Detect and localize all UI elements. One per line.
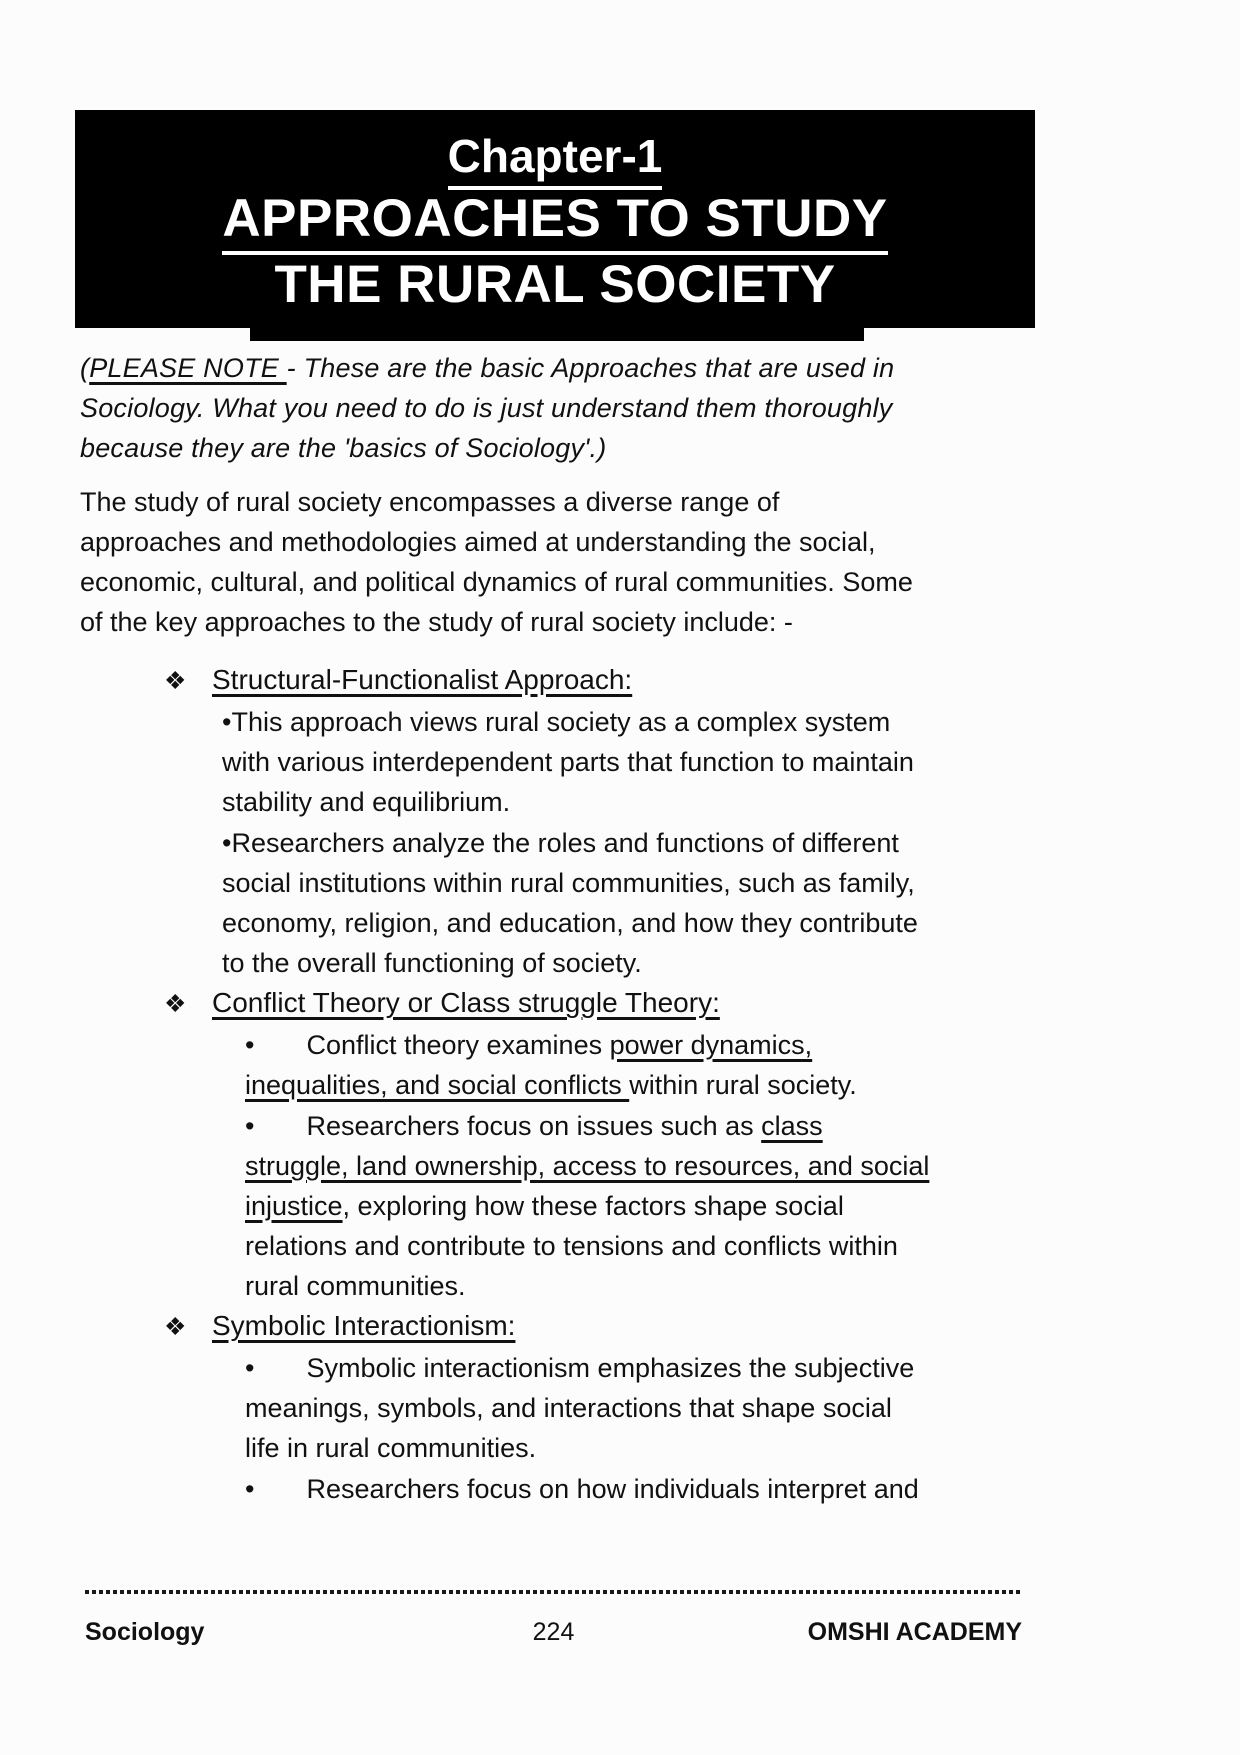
text-segment: because they are the 'basics of Sociology'.): [80, 433, 607, 463]
section-heading: [164, 660, 1035, 701]
footer-subject: Sociology: [85, 1618, 205, 1646]
bullet-item: [245, 1348, 1035, 1468]
chapter-title-line-2: [85, 252, 1025, 318]
text-segment: class: [761, 1111, 823, 1141]
section-title: Symbolic Interactionism:: [212, 1310, 516, 1341]
text-segment: Symbolic interactionism emphasizes the subjective: [306, 1353, 915, 1383]
text-segment: meanings, symbols, and interactions that shape social: [245, 1393, 892, 1423]
text-segment: Researchers focus on issues such as: [306, 1111, 762, 1141]
bullet-icon: •: [245, 1111, 255, 1141]
text-segment: This approach views rural society as a complex system: [231, 707, 891, 737]
text-segment: The study of rural society encompasses a diverse range of: [80, 487, 780, 517]
bullet-item: [245, 1106, 1035, 1306]
footer-divider: [85, 1590, 1022, 1594]
text-segment: Conflict theory examines: [306, 1030, 610, 1060]
text-segment: Researchers focus on how individuals interpret and: [306, 1474, 919, 1504]
section-title: Structural-Functionalist Approach:: [212, 664, 633, 695]
note-paragraph: [80, 348, 1035, 468]
text-segment: power dynamics,: [609, 1030, 813, 1060]
text-segment: economic, cultural, and political dynamics of rural communities. Some: [80, 567, 913, 597]
text-segment: with various interdependent parts that function to maintain: [222, 747, 914, 777]
approach-section: [80, 660, 1035, 983]
bullet-item: [222, 702, 1035, 822]
chapter-number: [85, 126, 1025, 186]
chapter-number-text: Chapter-1: [448, 130, 663, 190]
text-segment: rural communities.: [245, 1271, 466, 1301]
text-segment: social institutions within rural communities, such as family,: [222, 868, 915, 898]
text-segment: of the key approaches to the study of rural society include: -: [80, 607, 793, 637]
text-segment: approaches and methodologies aimed at understanding the social,: [80, 527, 876, 557]
section-heading: [164, 1306, 1035, 1347]
section-title: Conflict Theory or Class struggle Theory:: [212, 987, 720, 1018]
text-segment: struggle, land ownership, access to resources, and social: [245, 1151, 930, 1181]
chapter-title-underline-tab: [250, 328, 864, 341]
text-segment: relations and contribute to tensions and conflicts within: [245, 1231, 898, 1261]
page-footer: [85, 1618, 1022, 1647]
diamond-bullet-icon: ❖: [164, 667, 187, 695]
approach-sections: [80, 660, 1035, 1509]
bullet-icon: •: [222, 707, 232, 737]
text-segment: , exploring how these factors shape social: [342, 1191, 844, 1221]
bullet-item: [245, 1025, 1035, 1105]
section-bullets: [80, 1348, 1035, 1509]
chapter-title-line-1-text: APPROACHES TO STUDY: [222, 189, 887, 255]
intro-paragraph: [80, 482, 1035, 642]
bullet-icon: •: [245, 1474, 255, 1504]
chapter-title-line-2-text: THE RURAL SOCIETY: [274, 255, 836, 314]
section-heading: [164, 983, 1035, 1024]
footer-academy: OMSHI ACADEMY: [807, 1618, 1022, 1646]
chapter-title-line-1: [85, 186, 1025, 252]
text-segment: injustice: [245, 1191, 343, 1221]
text-segment: economy, religion, and education, and how they contribute: [222, 908, 918, 938]
text-segment: (: [80, 353, 90, 383]
text-segment: stability and equilibrium.: [222, 787, 511, 817]
text-segment: within rural society.: [629, 1070, 857, 1100]
text-segment: life in rural communities.: [245, 1433, 537, 1463]
text-segment: Sociology. What you need to do is just understand them thoroughly: [80, 393, 893, 423]
approach-section: [80, 983, 1035, 1306]
text-segment: Researchers analyze the roles and functions of different: [231, 828, 899, 858]
text-segment: inequalities, and social conflicts: [245, 1070, 630, 1100]
bullet-icon: •: [245, 1353, 255, 1383]
bullet-icon: •: [222, 828, 232, 858]
bullet-item: [222, 823, 1035, 983]
approach-section: [80, 1306, 1035, 1509]
bullet-item: [245, 1469, 1035, 1509]
footer-page-number: 224: [532, 1618, 575, 1646]
bullet-icon: •: [245, 1030, 255, 1060]
text-segment: PLEASE NOTE: [89, 353, 287, 383]
page-content: [0, 110, 1240, 1509]
section-bullets: [80, 702, 1035, 983]
diamond-bullet-icon: ❖: [164, 1313, 187, 1341]
text-segment: to the overall functioning of society.: [222, 948, 642, 978]
diamond-bullet-icon: ❖: [164, 990, 187, 1018]
chapter-title-block: [75, 110, 1035, 328]
section-bullets: [80, 1025, 1035, 1306]
text-segment: - These are the basic Approaches that are used in: [286, 353, 895, 383]
